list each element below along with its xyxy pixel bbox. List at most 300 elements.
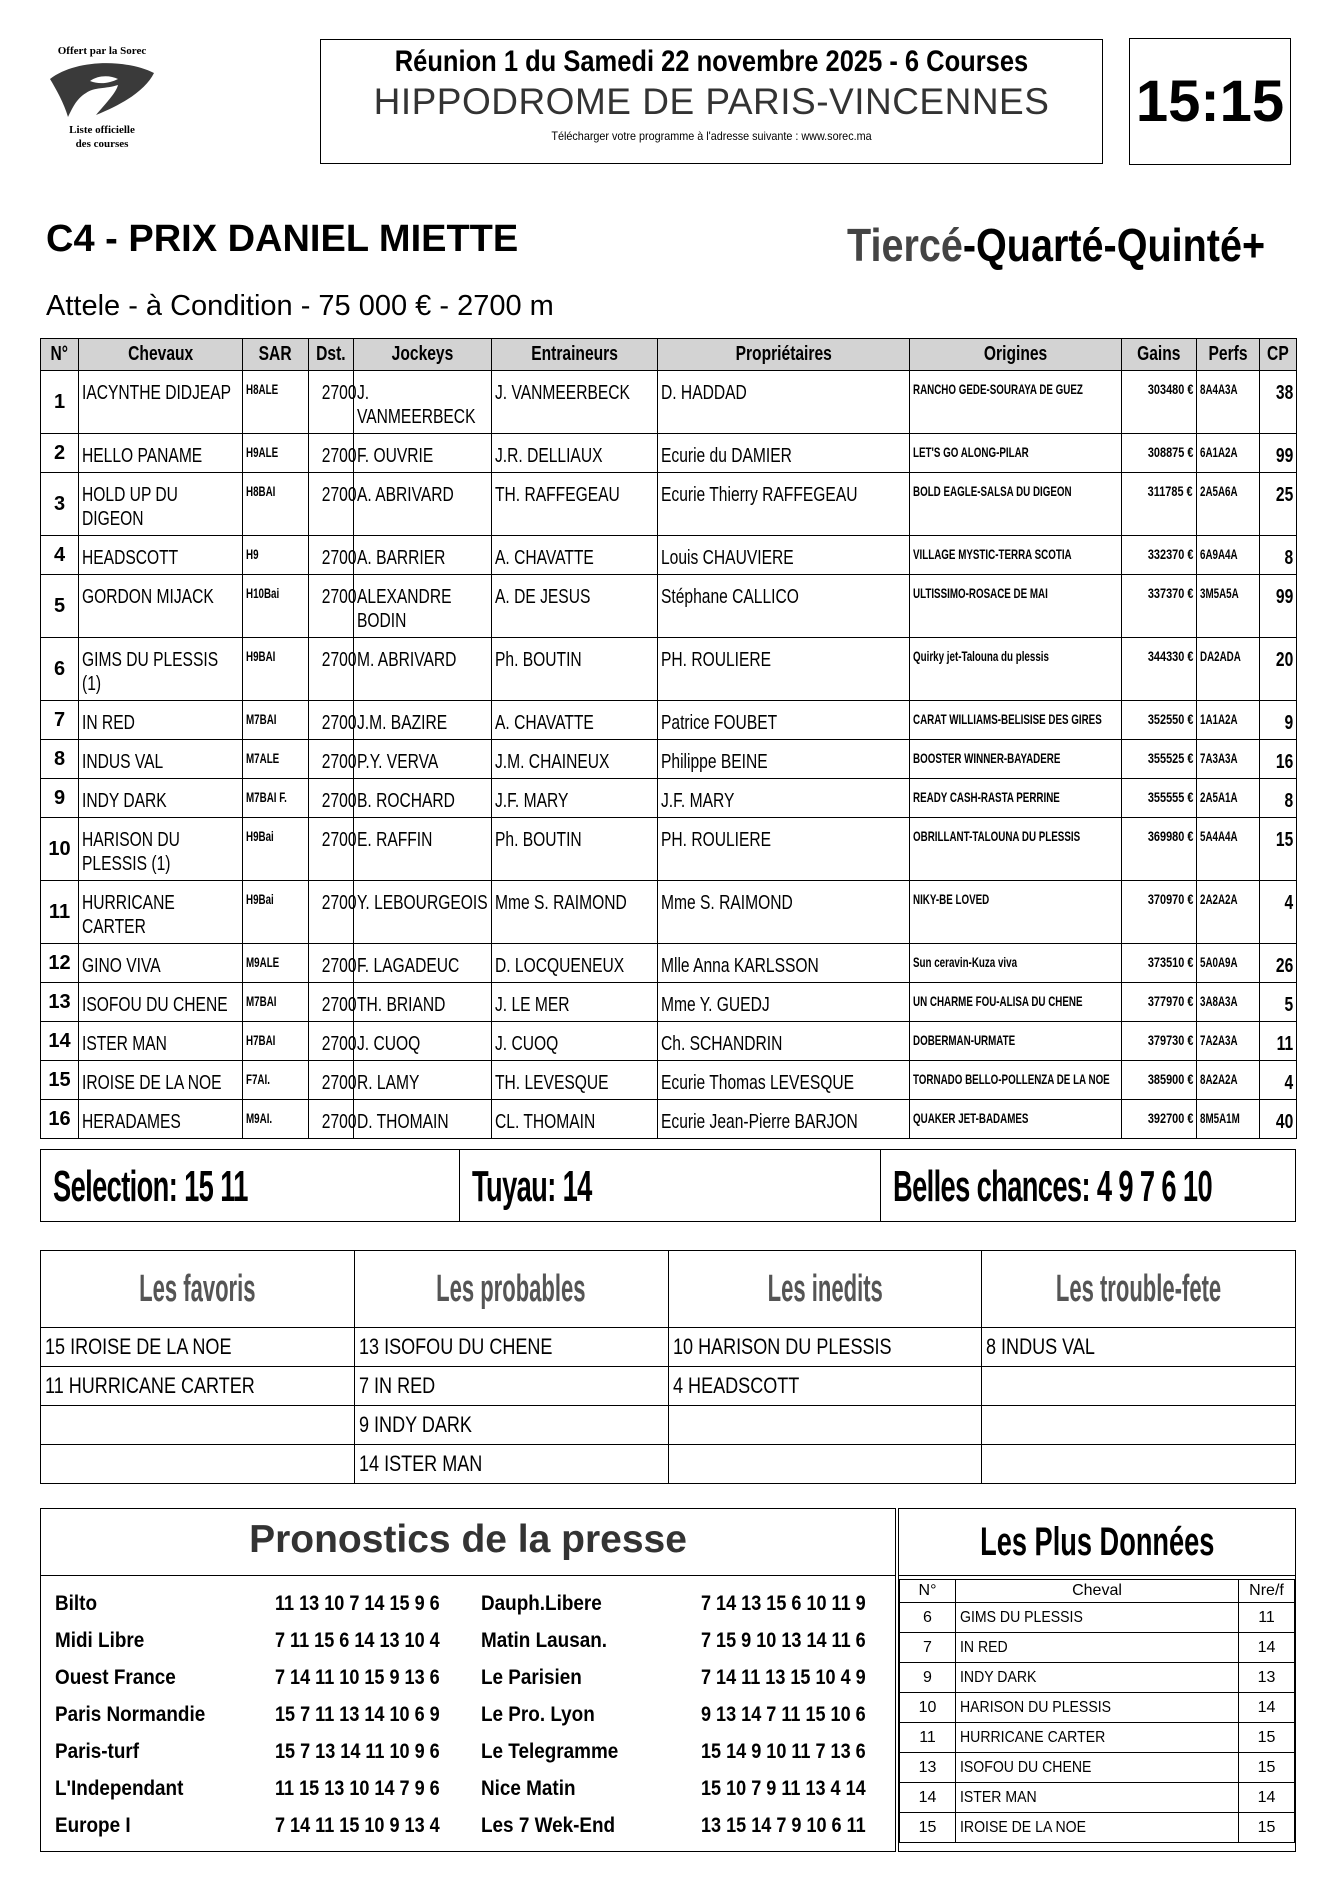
runner-origins xyxy=(910,1100,1122,1139)
runner-number: 11 xyxy=(41,881,79,944)
runner-cp xyxy=(1260,371,1297,434)
runner-distance xyxy=(309,434,357,473)
runner-row xyxy=(41,434,1297,473)
press-row xyxy=(55,1807,467,1844)
press-row xyxy=(55,1585,467,1622)
category-row xyxy=(41,1445,1296,1484)
most-picked-horse-text: GIMS DU PLESSIS xyxy=(960,1608,1083,1626)
most-picked-horse xyxy=(956,1753,1239,1783)
runner-jockey xyxy=(354,881,492,944)
runner-gains xyxy=(1122,536,1197,575)
runner-sar xyxy=(243,1061,309,1100)
most-picked-horse-text: INDY DARK xyxy=(960,1668,1037,1686)
runner-distance-text: 2700 xyxy=(321,892,357,914)
category-header xyxy=(354,1251,668,1328)
category-cell xyxy=(41,1367,355,1406)
runner-owner xyxy=(658,638,910,701)
runner-origins xyxy=(910,701,1122,740)
most-picked-row xyxy=(900,1663,1295,1693)
press-picks: 9 13 14 7 11 15 10 6 xyxy=(701,1703,866,1726)
runner-origins-text: Quirky jet-Talouna du plessis xyxy=(913,648,1049,664)
runner-distance xyxy=(309,1022,357,1061)
runner-origins xyxy=(910,575,1122,638)
runner-trainer xyxy=(492,983,658,1022)
runner-sar-text: M7BAI F. xyxy=(246,789,287,805)
runner-horse-text: INDY DARK xyxy=(82,790,167,812)
runner-row xyxy=(41,740,1297,779)
race-conditions: Attele - à Condition - 75 000 € - 2700 m xyxy=(46,290,554,322)
runner-distance-text: 2700 xyxy=(321,994,357,1016)
runner-origins-text: DOBERMAN-URMATE xyxy=(913,1032,1016,1048)
runner-owner-text: Mme S. RAIMOND xyxy=(661,892,793,914)
runner-cp xyxy=(1260,740,1297,779)
runner-jockey-text: A. BARRIER xyxy=(357,547,446,569)
runner-trainer-text: J.R. DELLIAUX xyxy=(495,445,603,467)
runner-horse-text: IACYNTHE DIDJEAP xyxy=(82,382,232,404)
most-picked-header-cell: Cheval xyxy=(956,1580,1239,1603)
runner-jockey-text: F. OUVRIE xyxy=(357,445,434,467)
runner-gains xyxy=(1122,1061,1197,1100)
bet-type-part1: Tiercé xyxy=(847,219,963,271)
runner-distance xyxy=(309,575,357,638)
runner-origins xyxy=(910,371,1122,434)
most-picked-row xyxy=(900,1723,1295,1753)
runner-gains-text: 379730 € xyxy=(1147,1032,1193,1048)
runner-perfs xyxy=(1197,881,1260,944)
runner-gains xyxy=(1122,473,1197,536)
press-source: Paris-turf xyxy=(55,1740,140,1763)
runner-trainer xyxy=(492,740,658,779)
categories-header-row xyxy=(41,1251,1296,1328)
runner-cp-text: 25 xyxy=(1275,484,1293,506)
runner-jockey xyxy=(354,575,492,638)
runner-origins-text: UN CHARME FOU-ALISA DU CHENE xyxy=(913,993,1083,1009)
runner-owner xyxy=(658,536,910,575)
runner-trainer xyxy=(492,1061,658,1100)
runner-number: 14 xyxy=(41,1022,79,1061)
runners-header-label: N° xyxy=(50,343,69,365)
runner-trainer-text: Mme S. RAIMOND xyxy=(495,892,627,914)
runner-sar xyxy=(243,983,309,1022)
runner-trainer xyxy=(492,779,658,818)
runner-jockey-text: M. ABRIVARD xyxy=(357,649,457,671)
runner-owner xyxy=(658,371,910,434)
category-entry: 15 IROISE DE LA NOE xyxy=(45,1334,232,1359)
horse-head-icon xyxy=(46,59,158,121)
runner-distance-text: 2700 xyxy=(321,649,357,671)
category-entry: 4 HEADSCOTT xyxy=(672,1373,799,1398)
runner-origins xyxy=(910,1061,1122,1100)
category-header xyxy=(982,1251,1296,1328)
press-source: Le Telegramme xyxy=(481,1740,619,1763)
runners-header-cell xyxy=(1122,339,1197,371)
runner-cp-text: 15 xyxy=(1275,829,1293,851)
runner-owner xyxy=(658,434,910,473)
runner-sar xyxy=(243,881,309,944)
runner-trainer-text: A. CHAVATTE xyxy=(495,547,594,569)
runner-perfs-text: 8A2A2A xyxy=(1200,1071,1238,1087)
runner-origins xyxy=(910,536,1122,575)
runner-number: 4 xyxy=(41,536,79,575)
download-notice: Télécharger votre programme à l'adresse suivante : www.sorec.ma xyxy=(551,129,872,143)
runner-jockey-text: D. THOMAIN xyxy=(357,1111,449,1133)
runners-header-label: Perfs xyxy=(1208,343,1248,365)
race-title: C4 - PRIX DANIEL MIETTE xyxy=(46,218,519,260)
runner-horse xyxy=(79,1061,243,1100)
most-picked-row xyxy=(900,1603,1295,1633)
runner-sar xyxy=(243,473,309,536)
runner-origins-text: QUAKER JET-BADAMES xyxy=(913,1110,1029,1126)
press-picks: 7 15 9 10 13 14 11 6 xyxy=(701,1629,866,1652)
category-cell xyxy=(668,1328,982,1367)
runner-gains xyxy=(1122,818,1197,881)
runner-trainer-text: CL. THOMAIN xyxy=(495,1111,596,1133)
meeting-title: Réunion 1 du Samedi 22 novembre 2025 - 6 Courses xyxy=(394,45,1029,78)
belles-chances-text: Belles chances: 4 9 7 6 10 xyxy=(893,1162,1213,1211)
runner-jockey xyxy=(354,701,492,740)
most-picked xyxy=(898,1508,1296,1852)
runner-origins-text: OBRILLANT-TALOUNA DU PLESSIS xyxy=(913,828,1081,844)
runner-sar-text: H9Bai xyxy=(246,828,274,844)
runner-horse-text: ISOFOU DU CHENE xyxy=(82,994,228,1016)
runner-sar xyxy=(243,1100,309,1139)
runner-gains-text: 392700 € xyxy=(1147,1110,1193,1126)
runner-row xyxy=(41,701,1297,740)
runner-sar xyxy=(243,818,309,881)
runner-trainer xyxy=(492,1100,658,1139)
runner-horse-text: IN RED xyxy=(82,712,135,734)
runner-perfs-text: 6A1A2A xyxy=(1200,444,1238,460)
press-row xyxy=(481,1807,893,1844)
press-source: Matin Lausan. xyxy=(481,1629,608,1652)
most-picked-number: 10 xyxy=(900,1693,956,1723)
selection-cell xyxy=(41,1150,460,1221)
press-row xyxy=(481,1696,893,1733)
runner-jockey-text: F. LAGADEUC xyxy=(357,955,460,977)
press-source: Ouest France xyxy=(55,1666,176,1689)
runner-gains xyxy=(1122,434,1197,473)
runner-sar-text: H9 xyxy=(246,546,259,562)
runner-trainer-text: D. LOCQUENEUX xyxy=(495,955,625,977)
category-cell xyxy=(982,1406,1296,1445)
runner-gains-text: 344330 € xyxy=(1147,648,1193,664)
runner-perfs-text: 5A4A4A xyxy=(1200,828,1238,844)
runner-jockey-text: J. CUOQ xyxy=(357,1033,421,1055)
runner-origins-text: TORNADO BELLO-POLLENZA DE LA NOE xyxy=(913,1071,1110,1087)
category-cell xyxy=(982,1328,1296,1367)
runner-perfs xyxy=(1197,701,1260,740)
runner-owner-text: Ch. SCHANDRIN xyxy=(661,1033,783,1055)
racecourse-name: HIPPODROME DE PARIS-VINCENNES xyxy=(373,81,1050,122)
runner-row xyxy=(41,575,1297,638)
runner-sar-text: M7BAI xyxy=(246,711,277,727)
runner-perfs-text: 3A8A3A xyxy=(1200,993,1238,1009)
runner-number: 1 xyxy=(41,371,79,434)
race-time: 15:15 xyxy=(1129,38,1291,165)
category-entry: 9 INDY DARK xyxy=(358,1412,472,1437)
belles-chances-cell xyxy=(881,1150,1295,1221)
most-picked-count: 13 xyxy=(1239,1663,1295,1693)
press-row xyxy=(55,1622,467,1659)
runner-distance-text: 2700 xyxy=(321,712,357,734)
runner-cp xyxy=(1260,818,1297,881)
runner-perfs xyxy=(1197,536,1260,575)
runner-sar xyxy=(243,740,309,779)
runner-perfs xyxy=(1197,1022,1260,1061)
runner-owner xyxy=(658,1022,910,1061)
runner-owner-text: J.F. MARY xyxy=(661,790,735,812)
runner-sar-text: H10Bai xyxy=(246,585,280,601)
most-picked-title-text: Les Plus Données xyxy=(979,1520,1215,1564)
runner-origins xyxy=(910,740,1122,779)
runner-distance-text: 2700 xyxy=(321,751,357,773)
runner-distance xyxy=(309,983,357,1022)
runner-perfs-text: 2A2A2A xyxy=(1200,891,1238,907)
press-picks: 15 7 11 13 14 10 6 9 xyxy=(275,1703,440,1726)
most-picked-number: 15 xyxy=(900,1813,956,1843)
runner-sar-text: H9Bai xyxy=(246,891,274,907)
runner-horse-text: GORDON MIJACK xyxy=(82,586,214,608)
runner-number: 13 xyxy=(41,983,79,1022)
runner-horse xyxy=(79,1022,243,1061)
runner-trainer xyxy=(492,434,658,473)
most-picked-horse xyxy=(956,1633,1239,1663)
runner-owner xyxy=(658,983,910,1022)
runner-number: 16 xyxy=(41,1100,79,1139)
runner-perfs xyxy=(1197,638,1260,701)
most-picked-count: 15 xyxy=(1239,1753,1295,1783)
runner-perfs xyxy=(1197,1100,1260,1139)
most-picked-row xyxy=(900,1783,1295,1813)
runner-sar-text: M9AI. xyxy=(246,1110,273,1126)
runner-origins-text: BOOSTER WINNER-BAYADERE xyxy=(913,750,1061,766)
runner-cp-text: 4 xyxy=(1284,1072,1293,1094)
runner-number: 6 xyxy=(41,638,79,701)
runner-row xyxy=(41,371,1297,434)
runner-horse xyxy=(79,881,243,944)
runner-gains-text: 355555 € xyxy=(1147,789,1193,805)
runner-trainer xyxy=(492,1022,658,1061)
most-picked-horse-text: HURRICANE CARTER xyxy=(960,1728,1106,1746)
runner-trainer xyxy=(492,701,658,740)
runner-distance xyxy=(309,779,357,818)
runner-horse-text: HURRICANE CARTER xyxy=(82,892,175,938)
category-cell xyxy=(668,1367,982,1406)
logo-top-text: Offert par la Sorec xyxy=(57,45,147,57)
runner-number: 15 xyxy=(41,1061,79,1100)
runner-sar xyxy=(243,575,309,638)
press-source: Europe I xyxy=(55,1814,131,1837)
runner-horse xyxy=(79,983,243,1022)
runner-origins xyxy=(910,638,1122,701)
press-source: Midi Libre xyxy=(55,1629,145,1652)
runner-origins-text: RANCHO GEDE-SOURAYA DE GUEZ xyxy=(913,381,1083,397)
runner-trainer xyxy=(492,944,658,983)
runner-gains xyxy=(1122,983,1197,1022)
runner-origins-text: ULTISSIMO-ROSACE DE MAI xyxy=(913,585,1048,601)
runner-sar-text: H9BAI xyxy=(246,648,276,664)
runner-gains-text: 303480 € xyxy=(1147,381,1193,397)
runner-perfs xyxy=(1197,575,1260,638)
runner-trainer xyxy=(492,881,658,944)
runner-owner-text: D. HADDAD xyxy=(661,382,747,404)
press-picks: 11 15 13 10 14 7 9 6 xyxy=(275,1777,440,1800)
runner-cp-text: 26 xyxy=(1275,955,1293,977)
runner-perfs-text: DA2ADA xyxy=(1200,648,1241,664)
runner-sar-text: F7AI. xyxy=(246,1071,270,1087)
runner-number: 5 xyxy=(41,575,79,638)
runner-horse-text: GINO VIVA xyxy=(82,955,161,977)
runner-owner-text: Mme Y. GUEDJ xyxy=(661,994,770,1016)
category-row xyxy=(41,1328,1296,1367)
most-picked-horse-text: IROISE DE LA NOE xyxy=(960,1818,1086,1836)
runner-distance xyxy=(309,818,357,881)
runner-horse xyxy=(79,434,243,473)
most-picked-horse-text: ISTER MAN xyxy=(960,1788,1037,1806)
runner-horse xyxy=(79,818,243,881)
most-picked-horse xyxy=(956,1783,1239,1813)
runner-number: 7 xyxy=(41,701,79,740)
press-source: Dauph.Libere xyxy=(481,1592,602,1615)
runner-cp xyxy=(1260,1100,1297,1139)
selection-bar xyxy=(40,1149,1296,1222)
runner-owner xyxy=(658,779,910,818)
runner-trainer-text: J. VANMEERBECK xyxy=(495,382,630,404)
runner-sar-text: M7ALE xyxy=(246,750,280,766)
runner-horse xyxy=(79,701,243,740)
runner-trainer xyxy=(492,371,658,434)
runner-horse-text: INDUS VAL xyxy=(82,751,164,773)
most-picked-row xyxy=(900,1753,1295,1783)
most-picked-horse-text: IN RED xyxy=(960,1638,1008,1656)
runner-jockey xyxy=(354,638,492,701)
press-left-column xyxy=(55,1585,467,1844)
most-picked-number: 6 xyxy=(900,1603,956,1633)
runner-perfs xyxy=(1197,1061,1260,1100)
runner-sar-text: H9ALE xyxy=(246,444,279,460)
runner-owner xyxy=(658,944,910,983)
runner-perfs-text: 7A3A3A xyxy=(1200,750,1238,766)
runner-cp-text: 38 xyxy=(1275,382,1293,404)
runner-sar-text: H8ALE xyxy=(246,381,279,397)
most-picked-header-cell: N° xyxy=(900,1580,956,1603)
runner-gains xyxy=(1122,944,1197,983)
press-source: Paris Normandie xyxy=(55,1703,206,1726)
press-source: Le Pro. Lyon xyxy=(481,1703,595,1726)
runner-horse-text: HOLD UP DU DIGEON xyxy=(82,484,178,530)
press-row xyxy=(55,1733,467,1770)
runners-header-cell xyxy=(1260,339,1297,371)
bet-type xyxy=(847,218,1265,272)
most-picked-count: 15 xyxy=(1239,1813,1295,1843)
runner-origins xyxy=(910,818,1122,881)
runners-header-label: Gains xyxy=(1137,343,1181,365)
category-header-label: Les inedits xyxy=(767,1267,883,1310)
runner-horse xyxy=(79,575,243,638)
runners-header-label: Chevaux xyxy=(127,343,194,365)
most-picked-count: 15 xyxy=(1239,1723,1295,1753)
most-picked-table xyxy=(899,1579,1295,1843)
category-cell xyxy=(41,1406,355,1445)
runner-jockey-text: A. ABRIVARD xyxy=(357,484,454,506)
runner-horse-text: HEADSCOTT xyxy=(82,547,179,569)
runner-perfs-text: 2A5A6A xyxy=(1200,483,1238,499)
runner-trainer-text: A. DE JESUS xyxy=(495,586,591,608)
runner-owner-text: Philippe BEINE xyxy=(661,751,768,773)
runner-row xyxy=(41,818,1297,881)
runner-jockey-text: P.Y. VERVA xyxy=(357,751,439,773)
runner-cp xyxy=(1260,1022,1297,1061)
press-picks: 7 14 11 10 15 9 13 6 xyxy=(275,1666,440,1689)
runner-horse-text: HERADAMES xyxy=(82,1111,181,1133)
runner-cp-text: 16 xyxy=(1275,751,1293,773)
runner-origins xyxy=(910,779,1122,818)
runner-jockey xyxy=(354,944,492,983)
runner-horse xyxy=(79,944,243,983)
runner-distance-text: 2700 xyxy=(321,586,357,608)
press-row xyxy=(481,1622,893,1659)
runner-trainer-text: J.F. MARY xyxy=(495,790,569,812)
runner-gains xyxy=(1122,371,1197,434)
runner-cp xyxy=(1260,575,1297,638)
runner-jockey xyxy=(354,1061,492,1100)
runner-jockey xyxy=(354,779,492,818)
category-cell xyxy=(982,1367,1296,1406)
runners-header-label: Propriétaires xyxy=(735,343,832,365)
runner-jockey xyxy=(354,473,492,536)
runner-sar xyxy=(243,434,309,473)
runner-trainer-text: A. CHAVATTE xyxy=(495,712,594,734)
press-source: L'Independant xyxy=(55,1777,184,1800)
category-cell xyxy=(354,1445,668,1484)
runner-cp-text: 4 xyxy=(1284,892,1293,914)
runners-header-label: Origines xyxy=(983,343,1048,365)
runner-perfs xyxy=(1197,779,1260,818)
runner-gains xyxy=(1122,779,1197,818)
runners-header-row xyxy=(41,339,1297,371)
runner-origins-text: LET'S GO ALONG-PILAR xyxy=(913,444,1029,460)
press-title: Pronostics de la presse xyxy=(41,1509,895,1576)
press-picks: 13 15 14 7 9 10 6 11 xyxy=(701,1814,866,1837)
category-header-label: Les trouble-fete xyxy=(1055,1267,1222,1310)
runner-cp-text: 20 xyxy=(1275,649,1293,671)
runner-horse xyxy=(79,638,243,701)
tuyau-text: Tuyau: 14 xyxy=(472,1162,592,1211)
press-source: Nice Matin xyxy=(481,1777,576,1800)
runner-trainer-text: J. LE MER xyxy=(495,994,570,1016)
runner-origins-text: READY CASH-RASTA PERRINE xyxy=(913,789,1060,805)
runner-gains-text: 370970 € xyxy=(1147,891,1193,907)
runner-gains-text: 352550 € xyxy=(1147,711,1193,727)
runner-gains xyxy=(1122,575,1197,638)
runner-jockey-text: Y. LEBOURGEOIS xyxy=(357,892,488,914)
press-row xyxy=(55,1659,467,1696)
runners-header-label: CP xyxy=(1267,343,1289,365)
runners-header-cell xyxy=(79,339,243,371)
runner-cp-text: 99 xyxy=(1275,586,1293,608)
sorec-logo xyxy=(38,45,166,165)
runner-owner-text: Mlle Anna KARLSSON xyxy=(661,955,819,977)
most-picked-number: 13 xyxy=(900,1753,956,1783)
most-picked-count: 14 xyxy=(1239,1783,1295,1813)
runner-horse-text: IROISE DE LA NOE xyxy=(82,1072,222,1094)
runner-number: 12 xyxy=(41,944,79,983)
runner-sar xyxy=(243,944,309,983)
runner-distance xyxy=(309,371,357,434)
runner-gains-text: 377970 € xyxy=(1147,993,1193,1009)
runner-origins-text: NIKY-BE LOVED xyxy=(913,891,990,907)
press-row xyxy=(481,1585,893,1622)
